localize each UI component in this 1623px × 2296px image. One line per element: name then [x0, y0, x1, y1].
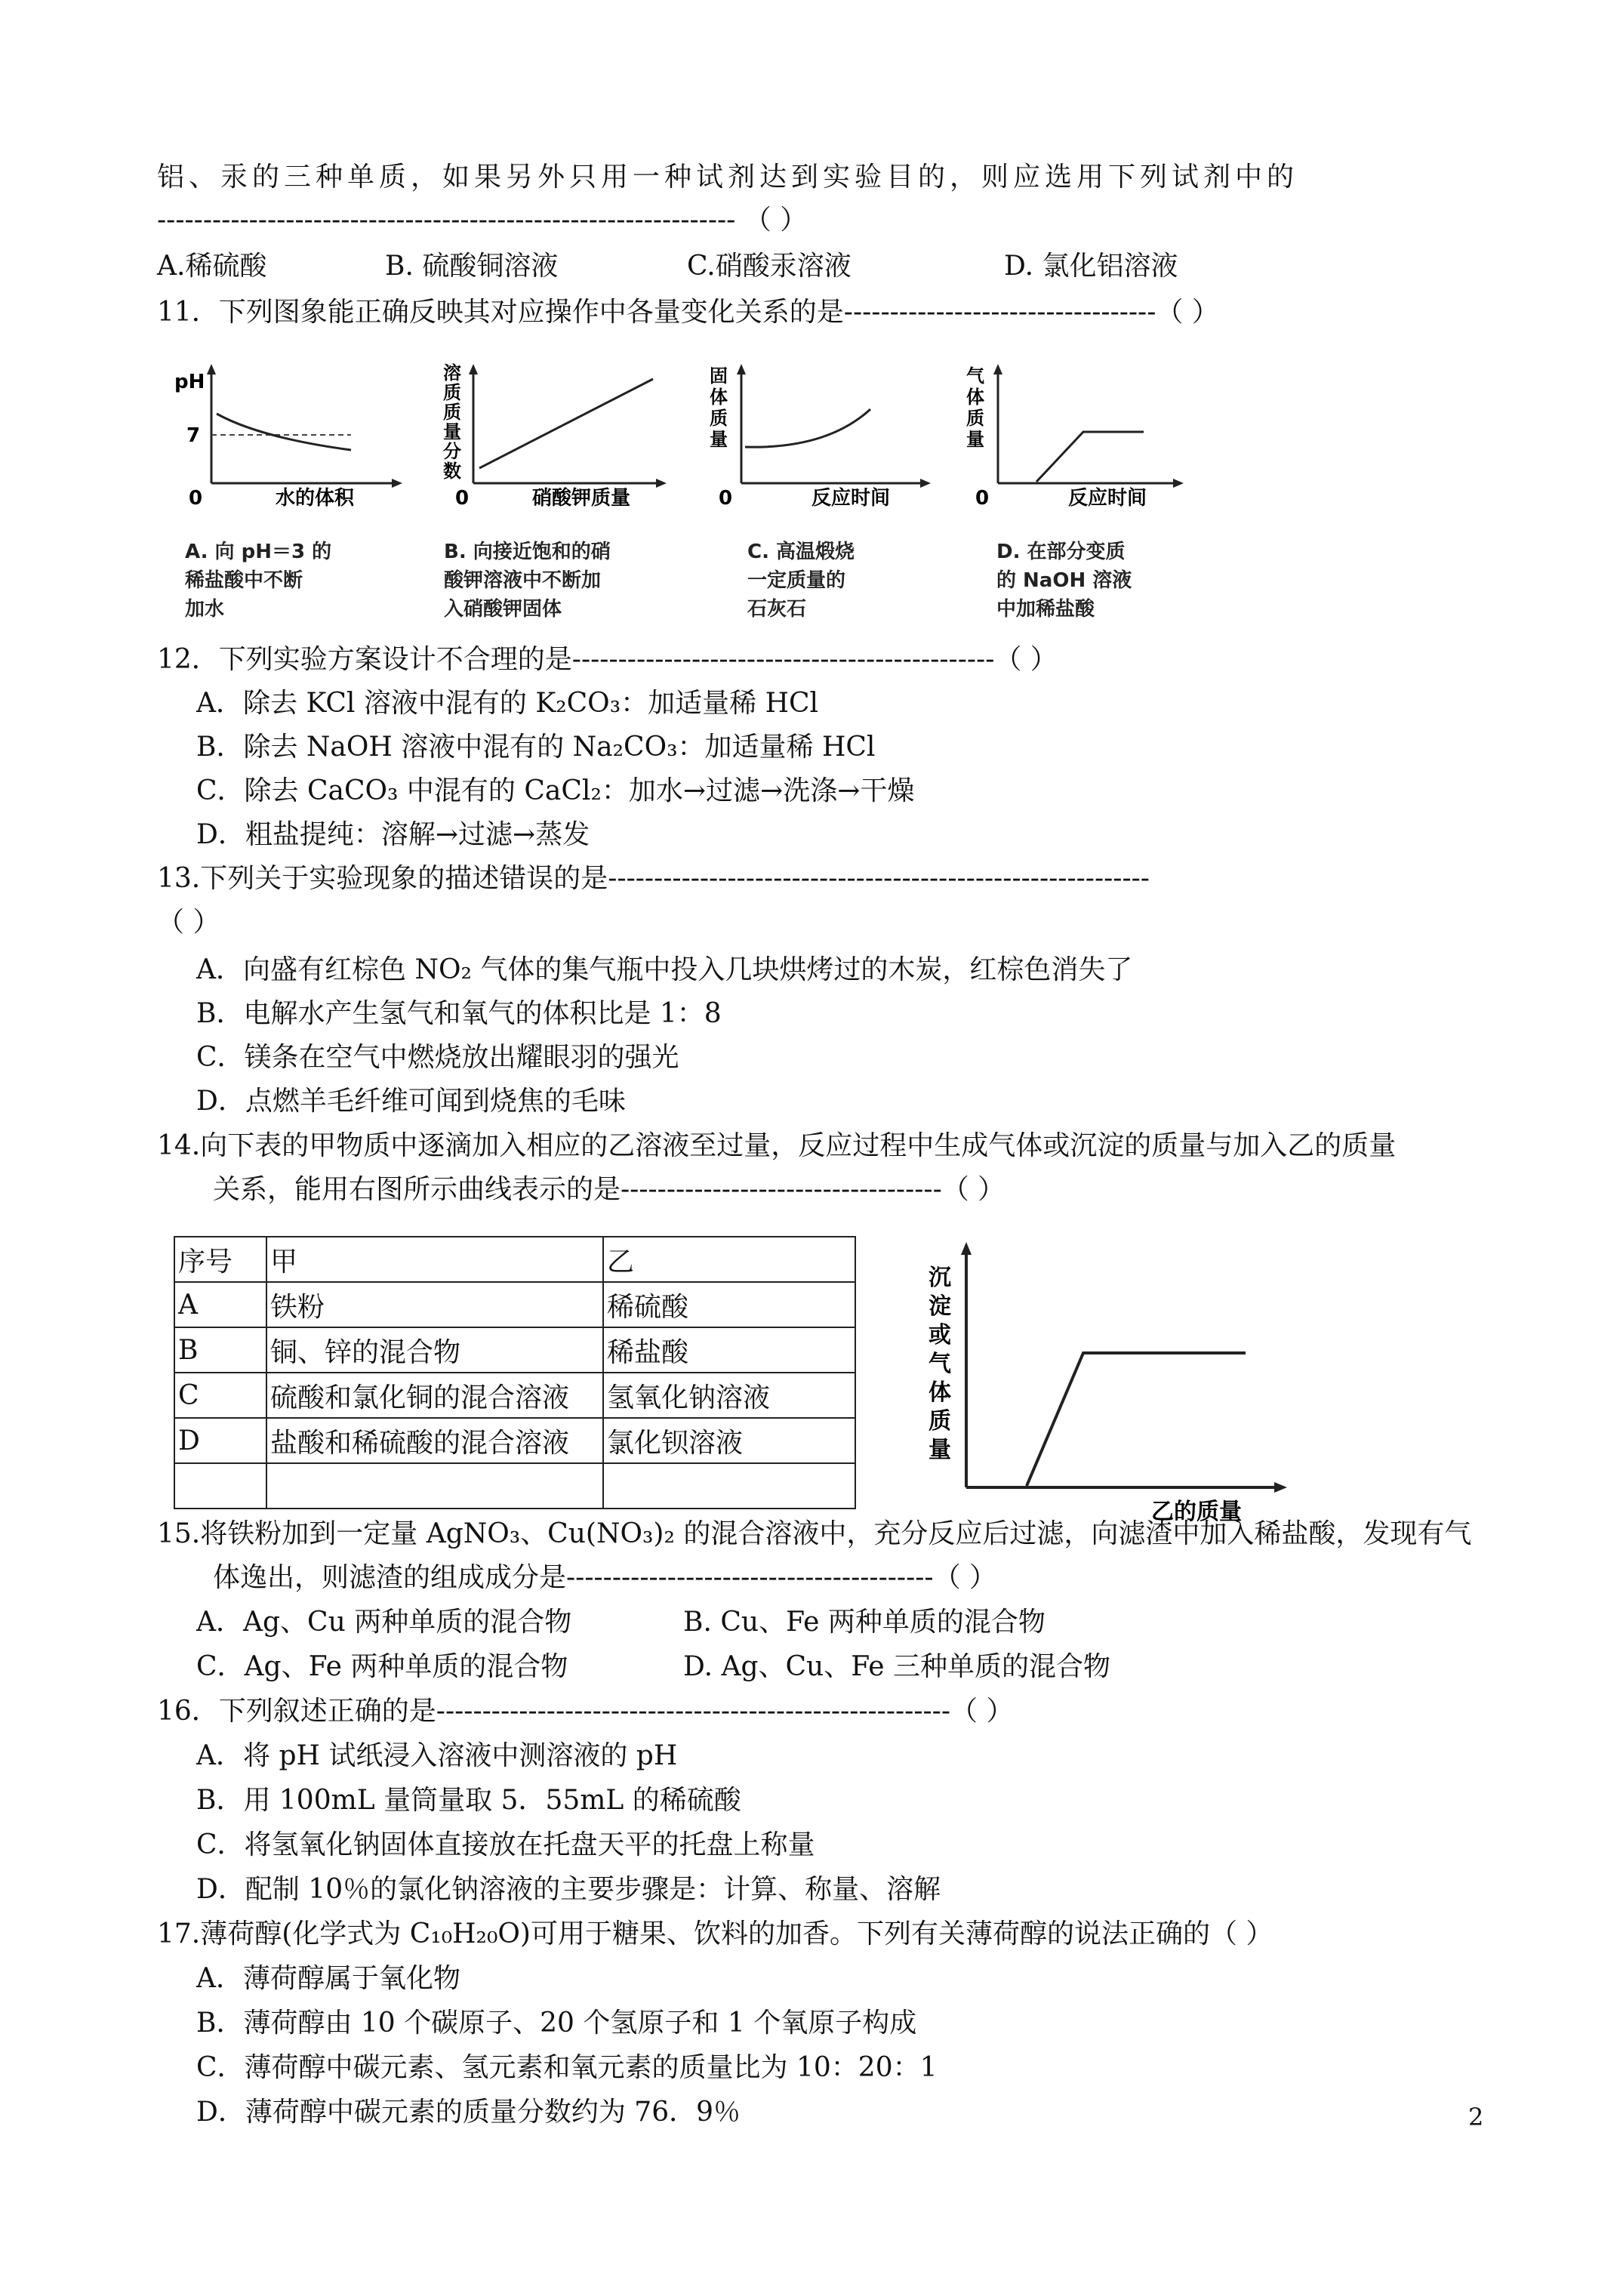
table-cell: [174, 1463, 266, 1509]
table-cell: 硫酸和氯化铜的混合溶液: [266, 1373, 603, 1418]
q11-caption-c-line1: C. 高温煅烧: [747, 541, 855, 563]
q11-graph-d: [966, 364, 1184, 510]
q11-a-tick: 7: [186, 424, 201, 447]
q11-d-ylabel: 气体质量: [966, 365, 984, 450]
q11-b-xlabel: 硝酸钾质量: [532, 487, 631, 510]
q17-option-c: C．薄荷醇中碳元素、氢元素和氧元素的质量比为 10：20：1: [196, 2052, 938, 2083]
table-cell: A: [174, 1282, 266, 1327]
q11-a-ylabel: pH: [174, 371, 205, 393]
table-cell: 氢氧化钠溶液: [603, 1373, 855, 1418]
q11-caption-a-line2: 稀盐酸中不断: [185, 569, 303, 592]
page-number: 2: [1468, 2103, 1484, 2131]
q17-stem: 17.薄荷醇(化学式为 C₁₀H₂₀O)可用于糖果、饮料的加香。下列有关薄荷醇的说法正确的（ ）: [157, 1918, 1273, 1949]
q10-option-b: B. 硫酸铜溶液: [385, 251, 559, 282]
q14-table-header: [174, 1237, 855, 1282]
q11-d-origin: 0: [975, 487, 990, 510]
q11-graphs: [170, 362, 1212, 513]
q12-option-a: A．除去 KCl 溶液中混有的 K₂CO₃：加适量稀 HCl: [196, 688, 819, 719]
q16-option-d: D．配制 10％的氯化钠溶液的主要步骤是：计算、称量、溶解: [196, 1874, 941, 1905]
q17-option-a: A．薄荷醇属于氧化物: [196, 1963, 460, 1994]
q11-b-origin: 0: [455, 487, 470, 510]
q11-d-xlabel: 反应时间: [1068, 487, 1147, 510]
q10-stem-line2: --------------------------------------------------------------- （ ）: [157, 205, 808, 236]
q16-option-c: C．将氢氧化钠固体直接放在托盘天平的托盘上称量: [196, 1829, 815, 1860]
q12-option-d: D．粗盐提纯：溶解→过滤→蒸发: [196, 819, 590, 850]
q11-caption-a-line1: A. 向 pH＝3 的: [185, 541, 332, 563]
q12-option-b: B．除去 NaOH 溶液中混有的 Na₂CO₃：加适量稀 HCl: [196, 732, 876, 763]
table-cell: 稀盐酸: [603, 1327, 855, 1373]
q11-caption-b: [444, 538, 611, 624]
q11-a-origin: 0: [189, 487, 203, 510]
q15-option-b: B. Cu、Fe 两种单质的混合物: [683, 1607, 1046, 1638]
q13-option-b: B．电解水产生氢气和氧气的体积比是 1：8: [196, 998, 722, 1029]
q15-option-a: A．Ag、Cu 两种单质的混合物: [196, 1607, 572, 1638]
table-cell: C: [174, 1373, 266, 1418]
q15-stem-line1: 15.将铁粉加到一定量 AgNO₃、Cu(NO₃)₂ 的混合溶液中，充分反应后过滤，向滤渣中加入稀盐酸，发现有气: [157, 1518, 1472, 1549]
q11-a-xlabel: 水的体积: [276, 487, 355, 510]
q10-option-c: C.硝酸汞溶液: [687, 251, 852, 282]
q13-option-d: D．点燃羊毛纤维可闻到烧焦的毛味: [196, 1086, 626, 1117]
table-row: [174, 1327, 855, 1373]
q11-graph-a: [174, 364, 402, 510]
q13-option-c: C．镁条在空气中燃烧放出耀眼羽的强光: [196, 1042, 679, 1073]
q10-option-a: A.稀硫酸: [157, 251, 267, 282]
q11-caption-d: [996, 538, 1132, 624]
q13-option-a: A．向盛有红棕色 NO₂ 气体的集气瓶中投入几块烘烤过的木炭，红棕色消失了: [196, 954, 1133, 985]
q14-table: [174, 1236, 856, 1509]
q11-caption-c-line2: 一定质量的: [747, 569, 846, 592]
table-cell: D: [174, 1418, 266, 1463]
table-row: [174, 1463, 855, 1509]
q11-caption-d-line1: D. 在部分变质: [996, 541, 1126, 563]
table-row: [174, 1418, 855, 1463]
table-row: [174, 1373, 855, 1418]
q10-option-d: D. 氯化铝溶液: [1004, 251, 1178, 282]
q14-graph: [902, 1238, 1295, 1525]
q16-option-a: A．将 pH 试纸浸入溶液中测溶液的 pH: [196, 1740, 678, 1771]
q11-caption-a-line3: 加水: [185, 598, 225, 621]
table-cell: 氯化钡溶液: [603, 1418, 855, 1463]
q11-caption-b-line2: 酸钾溶液中不断加: [444, 569, 602, 592]
q11-c-ylabel: 固体质量: [710, 365, 728, 450]
q11-c-xlabel: 反应时间: [812, 487, 891, 510]
table-cell: [266, 1463, 603, 1509]
q11-c-origin: 0: [719, 487, 733, 510]
q12-stem: 12．下列实验方案设计不合理的是----------------------------------------------（ ）: [157, 644, 1058, 675]
q17-option-b: B．薄荷醇由 10 个碳原子、20 个氢原子和 1 个氧原子构成: [196, 2008, 917, 2039]
q16-option-b: B．用 100mL 量筒量取 5．55mL 的稀硫酸: [196, 1785, 741, 1816]
q13-paren: （ ）: [157, 907, 220, 938]
q11-caption-b-line1: B. 向接近饱和的硝: [444, 541, 611, 563]
q14-header-jia: 甲: [266, 1237, 603, 1282]
q11-caption-c-line3: 石灰石: [747, 598, 807, 621]
q17-option-d: D．薄荷醇中碳元素的质量分数约为 76．9％: [196, 2097, 741, 2128]
q13-stem: 13.下列关于实验现象的描述错误的是-----------------------------------------------------------: [157, 863, 1150, 894]
q16-stem: 16．下列叙述正确的是--------------------------------------------------------（ ）: [157, 1696, 1014, 1727]
table-cell: 盐酸和稀硫酸的混合溶液: [266, 1418, 603, 1463]
q11-caption-a: [185, 538, 331, 624]
table-cell: [603, 1463, 855, 1509]
q15-stem-line2: 体逸出，则滤渣的组成成分是----------------------------------------（ ）: [213, 1562, 997, 1593]
table-row: [174, 1282, 855, 1327]
table-cell: 铁粉: [266, 1282, 603, 1327]
q14-header-yi: 乙: [603, 1237, 855, 1282]
table-cell: 铜、锌的混合物: [266, 1327, 603, 1373]
table-cell: 稀硫酸: [603, 1282, 855, 1327]
q11-stem: 11．下列图象能正确反映其对应操作中各量变化关系的是----------------------------------（ ）: [157, 297, 1219, 328]
q14-header-index: 序号: [174, 1237, 266, 1282]
q12-option-c: C．除去 CaCO₃ 中混有的 CaCl₂：加水→过滤→洗涤→干燥: [196, 775, 915, 806]
q11-b-ylabel: 溶质质量分数: [443, 362, 461, 482]
q14-graph-xlabel: 乙的质量: [1151, 1499, 1242, 1525]
q11-graph-c: [710, 364, 931, 510]
q14-stem-line2: 关系，能用右图所示曲线表示的是-----------------------------------（ ）: [213, 1174, 1006, 1205]
q10-stem-line1: 铝、汞的三种单质，如果另外只用一种试剂达到实验目的，则应选用下列试剂中的: [157, 162, 1299, 193]
q11-caption-d-line2: 的 NaOH 溶液: [996, 569, 1132, 592]
q11-graph-b: [443, 362, 667, 510]
q15-option-c: C．Ag、Fe 两种单质的混合物: [196, 1651, 568, 1682]
table-cell: B: [174, 1327, 266, 1373]
q11-caption-b-line3: 入硝酸钾固体: [444, 598, 562, 621]
q11-caption-c: [747, 538, 855, 624]
q14-graph-ylabel: 沉淀或气体质量: [929, 1265, 951, 1463]
q11-caption-d-line3: 中加稀盐酸: [996, 598, 1095, 621]
q15-option-d: D. Ag、Cu、Fe 三种单质的混合物: [683, 1651, 1110, 1682]
q14-stem-line1: 14.向下表的甲物质中逐滴加入相应的乙溶液至过量，反应过程中生成气体或沉淀的质量与加入乙的质量: [157, 1130, 1397, 1161]
